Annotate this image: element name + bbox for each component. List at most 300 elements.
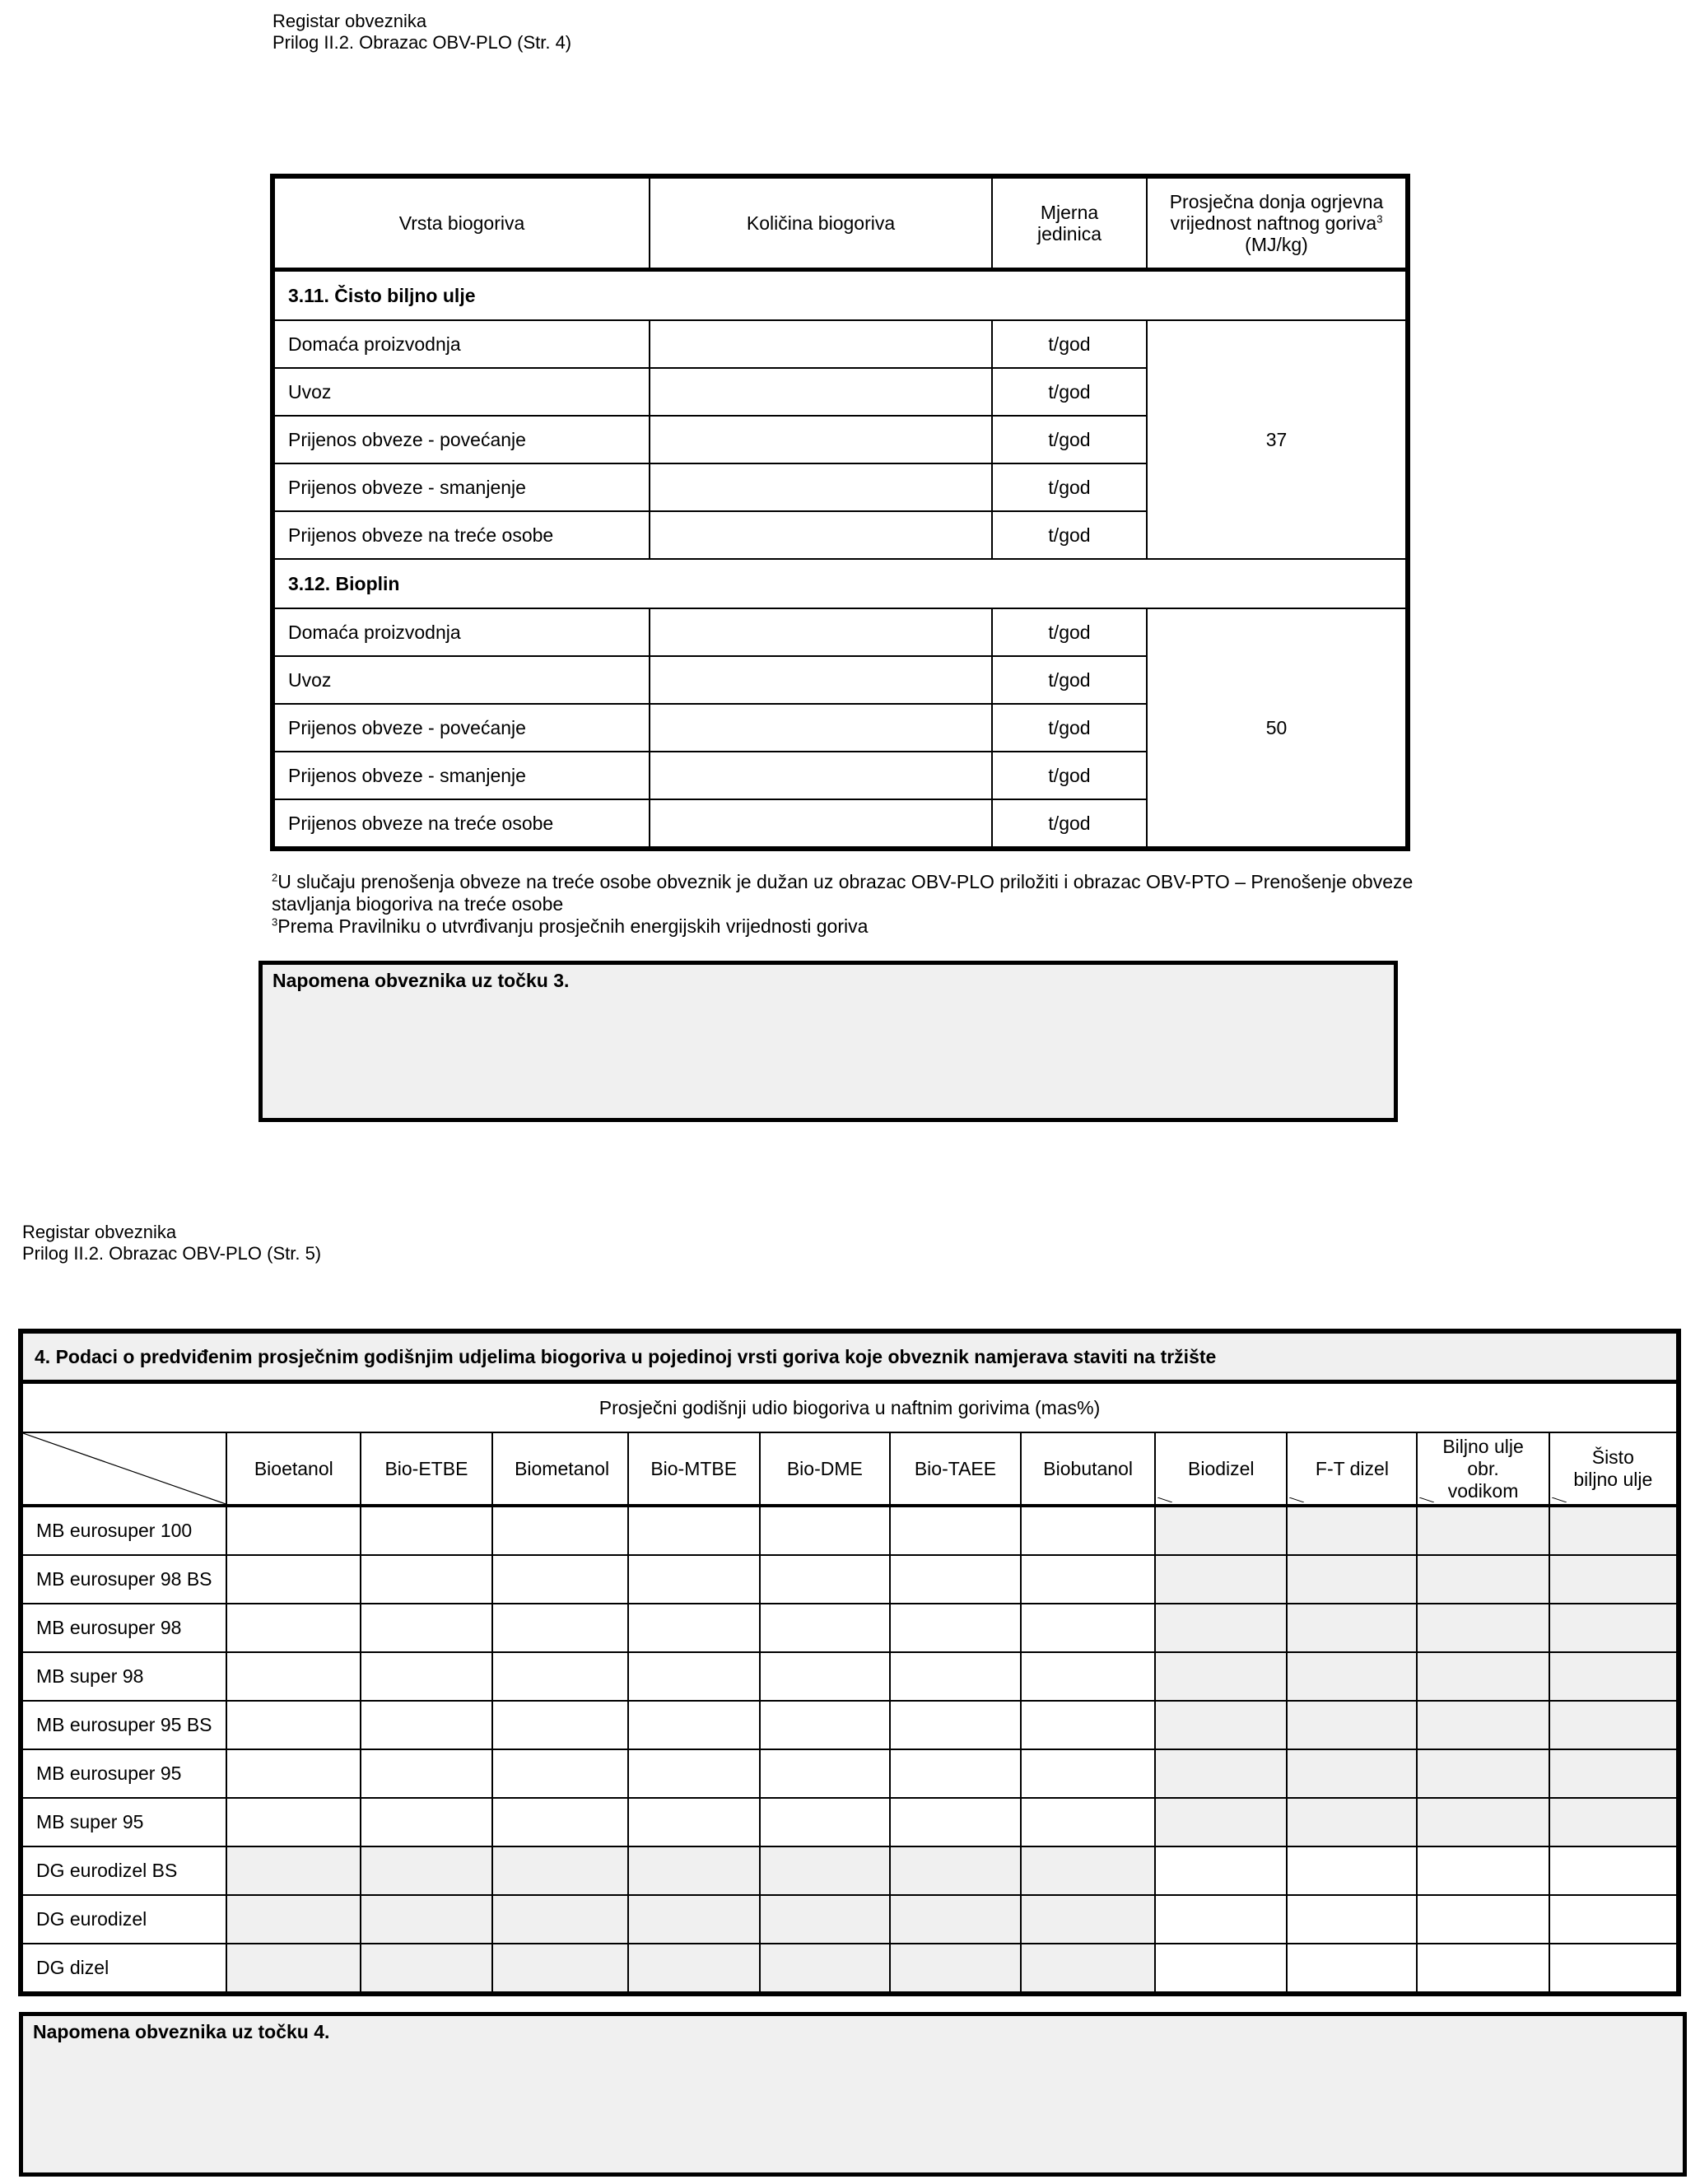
share-input-cell[interactable]: [361, 1798, 491, 1846]
col-header: [760, 1432, 890, 1506]
share-input-cell[interactable]: [492, 1701, 628, 1749]
footnotes: [272, 871, 1474, 938]
share-input[interactable]: [361, 1506, 494, 1555]
share-input[interactable]: [1022, 1749, 1157, 1798]
share-input-cell[interactable]: [760, 1749, 890, 1798]
footnote-3: [272, 915, 1474, 938]
disabled-cell: [1549, 1749, 1679, 1798]
share-input-cell[interactable]: [1549, 1944, 1679, 1994]
share-input[interactable]: [1550, 1846, 1679, 1895]
quantity-input[interactable]: [650, 752, 994, 799]
col-header: [226, 1432, 361, 1506]
share-input-cell[interactable]: [226, 1798, 361, 1846]
disabled-cell: [628, 1895, 760, 1944]
unit-cell: t/god: [992, 656, 1147, 704]
share-input-cell[interactable]: [760, 1798, 890, 1846]
share-input[interactable]: [629, 1555, 762, 1604]
disabled-cell: [1155, 1798, 1287, 1846]
share-input[interactable]: [227, 1555, 363, 1604]
share-input[interactable]: [629, 1798, 762, 1846]
share-input-cell[interactable]: [226, 1604, 361, 1652]
share-input-cell[interactable]: [760, 1652, 890, 1701]
share-input-cell[interactable]: [1549, 1895, 1679, 1944]
diagonal-corner-cell: [21, 1432, 226, 1506]
col-header-label: Šisto biljno ulje: [1573, 1446, 1653, 1490]
unit-cell: t/god: [992, 511, 1147, 559]
heating-value: 50: [1147, 608, 1408, 849]
share-input-cell[interactable]: [1287, 1846, 1417, 1895]
share-input-cell[interactable]: [492, 1604, 628, 1652]
unit-cell: t/god: [992, 799, 1147, 849]
diagonal-line: [23, 1433, 226, 1504]
unit-cell: t/god: [992, 416, 1147, 463]
share-input-cell[interactable]: [361, 1652, 491, 1701]
disabled-cell: [361, 1944, 491, 1994]
share-input[interactable]: [891, 1701, 1023, 1749]
table-row: [21, 1701, 1679, 1749]
disabled-cell: [1549, 1506, 1679, 1555]
share-input-cell[interactable]: [1287, 1944, 1417, 1994]
share-input-cell[interactable]: [1021, 1749, 1155, 1798]
share-input[interactable]: [1418, 1895, 1551, 1944]
share-input-cell[interactable]: [361, 1604, 491, 1652]
disabled-cell: [1155, 1652, 1287, 1701]
share-input-cell[interactable]: [1549, 1846, 1679, 1895]
share-input[interactable]: [629, 1506, 762, 1555]
disabled-cell: [1021, 1895, 1155, 1944]
register-label: Registar obveznika: [272, 11, 427, 31]
fuel-label: MB eurosuper 100: [21, 1506, 226, 1555]
share-input-cell[interactable]: [226, 1506, 361, 1555]
disabled-cell: [492, 1846, 628, 1895]
table-row: [21, 1944, 1679, 1994]
share-input[interactable]: [493, 1555, 631, 1604]
unit-cell: t/god: [992, 463, 1147, 511]
share-input[interactable]: [1288, 1846, 1419, 1895]
col-header-label: Biobutanol: [1043, 1457, 1133, 1479]
share-input-cell[interactable]: [760, 1604, 890, 1652]
note-3-title: Napomena obveznika uz točku 3.: [272, 970, 570, 991]
share-input-cell[interactable]: [1417, 1846, 1549, 1895]
share-input-cell[interactable]: [1155, 1944, 1287, 1994]
disabled-cell: [226, 1895, 361, 1944]
share-input-cell[interactable]: [890, 1701, 1021, 1749]
disabled-cell: [1417, 1652, 1549, 1701]
disabled-cell: [1417, 1749, 1549, 1798]
col-header-unit: [992, 176, 1147, 270]
share-input-cell[interactable]: [361, 1749, 491, 1798]
share-input-cell[interactable]: [760, 1506, 890, 1555]
share-input[interactable]: [761, 1652, 892, 1701]
share-input-cell[interactable]: [890, 1555, 1021, 1604]
share-input-cell[interactable]: [1155, 1846, 1287, 1895]
share-input[interactable]: [361, 1701, 494, 1749]
disabled-cell: [1549, 1604, 1679, 1652]
column-header-row: [21, 1432, 1679, 1506]
quantity-input[interactable]: [650, 463, 994, 511]
share-input-cell[interactable]: [1417, 1944, 1549, 1994]
disabled-cell: [1287, 1604, 1417, 1652]
share-input[interactable]: [891, 1652, 1023, 1701]
fuel-label: DG eurodizel: [21, 1895, 226, 1944]
share-input[interactable]: [629, 1652, 762, 1701]
disabled-cell: [760, 1944, 890, 1994]
disabled-cell: [760, 1846, 890, 1895]
col-header-label: Bio-DME: [786, 1457, 863, 1479]
share-input-cell[interactable]: [760, 1555, 890, 1604]
col-header: [890, 1432, 1021, 1506]
page4-header: [272, 11, 571, 54]
quantity-input[interactable]: [650, 416, 994, 463]
corner-tick-icon: [1552, 1497, 1567, 1502]
note-section-3: [258, 961, 1398, 1122]
col-header: [1021, 1432, 1155, 1506]
fuel-label: MB eurosuper 98 BS: [21, 1555, 226, 1604]
share-input-cell[interactable]: [361, 1506, 491, 1555]
corner-tick-icon: [1419, 1497, 1434, 1502]
quantity-input[interactable]: [650, 608, 994, 656]
col-header-label: Biodizel: [1188, 1457, 1255, 1479]
note-4-title: Napomena obveznika uz točku 4.: [33, 2021, 330, 2042]
unit-cell: t/god: [992, 752, 1147, 799]
share-input-cell[interactable]: [1021, 1701, 1155, 1749]
disabled-cell: [1155, 1555, 1287, 1604]
share-input[interactable]: [493, 1604, 631, 1652]
disabled-cell: [1549, 1798, 1679, 1846]
subtitle-row: [21, 1382, 1679, 1433]
value-header-line2: [1148, 212, 1405, 234]
share-input-cell[interactable]: [226, 1701, 361, 1749]
disabled-cell: [1549, 1652, 1679, 1701]
disabled-cell: [1287, 1701, 1417, 1749]
share-input-cell[interactable]: [1021, 1604, 1155, 1652]
share-input[interactable]: [361, 1798, 494, 1846]
col-header-label: Biometanol: [515, 1457, 610, 1479]
footnote-2-text: U slučaju prenošenja obveze na treće osobe obveznik je dužan uz obrazac OBV-PLO priložiti i obrazac OBV-PTO – Prenošenje obveze stavljanja biogoriva na treće osobe: [272, 871, 1414, 915]
disabled-cell: [1155, 1506, 1287, 1555]
share-input[interactable]: [891, 1798, 1023, 1846]
fuel-label: DG eurodizel BS: [21, 1846, 226, 1895]
disabled-cell: [628, 1846, 760, 1895]
quantity-input[interactable]: [650, 511, 994, 559]
share-input[interactable]: [1022, 1652, 1157, 1701]
disabled-cell: [226, 1944, 361, 1994]
unit-cell: t/god: [992, 608, 1147, 656]
col-header: [1287, 1432, 1417, 1506]
table-row: [272, 608, 1408, 656]
share-input[interactable]: [493, 1652, 631, 1701]
disabled-cell: [492, 1944, 628, 1994]
disabled-cell: [1417, 1555, 1549, 1604]
quantity-cell[interactable]: [650, 368, 992, 416]
share-input[interactable]: [493, 1506, 631, 1555]
value-header-line1: Prosječna donja ogrjevna: [1169, 191, 1384, 212]
value-header-text: vrijednost naftnog goriva: [1170, 212, 1377, 234]
disabled-cell: [1549, 1701, 1679, 1749]
share-input[interactable]: [629, 1749, 762, 1798]
table-header-row: [272, 176, 1408, 270]
share-input-cell[interactable]: [628, 1652, 760, 1701]
disabled-cell: [1287, 1798, 1417, 1846]
share-input-cell[interactable]: [361, 1701, 491, 1749]
share-input[interactable]: [1022, 1701, 1157, 1749]
table-row: [21, 1749, 1679, 1798]
share-input-cell[interactable]: [628, 1798, 760, 1846]
quantity-cell[interactable]: [650, 320, 992, 368]
quantity-cell[interactable]: [650, 656, 992, 704]
disabled-cell: [760, 1895, 890, 1944]
share-input-cell[interactable]: [628, 1555, 760, 1604]
disabled-cell: [361, 1895, 491, 1944]
corner-tick-icon: [1289, 1497, 1304, 1502]
share-input-cell[interactable]: [628, 1749, 760, 1798]
table-row: [21, 1506, 1679, 1555]
col-header-label: Bio-TAEE: [914, 1457, 997, 1479]
form-page-label: Prilog II.2. Obrazac OBV-PLO (Str. 5): [22, 1243, 322, 1264]
share-input-cell[interactable]: [890, 1604, 1021, 1652]
disabled-cell: [1417, 1701, 1549, 1749]
share-input[interactable]: [891, 1555, 1023, 1604]
quantity-input[interactable]: [650, 320, 994, 368]
row-label: Prijenos obveze - povećanje: [272, 416, 650, 463]
unit-header-line1: Mjerna: [1040, 202, 1099, 223]
page5-header: [22, 1222, 321, 1264]
disabled-cell: [1417, 1506, 1549, 1555]
col-header-heating-value: [1147, 176, 1408, 270]
footnote-ref-3: 3: [1376, 212, 1383, 226]
note-3-input[interactable]: [263, 998, 1397, 1118]
share-input-cell[interactable]: [226, 1652, 361, 1701]
note-4-input[interactable]: [23, 2049, 1686, 2172]
disabled-cell: [492, 1895, 628, 1944]
col-header-quantity: Količina biogoriva: [650, 176, 992, 270]
col-header: [1417, 1432, 1549, 1506]
table-row: [21, 1652, 1679, 1701]
row-label: Uvoz: [272, 656, 650, 704]
section-title: 3.12. Bioplin: [272, 559, 1408, 608]
quantity-cell[interactable]: [650, 704, 992, 752]
fuel-label: MB eurosuper 95 BS: [21, 1701, 226, 1749]
heating-value: 37: [1147, 320, 1408, 559]
share-input[interactable]: [1022, 1604, 1157, 1652]
share-input-cell[interactable]: [1287, 1895, 1417, 1944]
share-input-cell[interactable]: [492, 1506, 628, 1555]
quantity-cell[interactable]: [650, 416, 992, 463]
disabled-cell: [1021, 1944, 1155, 1994]
col-header: [1155, 1432, 1287, 1506]
share-input[interactable]: [1550, 1895, 1679, 1944]
footnote-2: [272, 871, 1474, 915]
biofuel-share-table: [18, 1329, 1681, 1996]
share-input[interactable]: [891, 1749, 1023, 1798]
fuel-label: MB super 95: [21, 1798, 226, 1846]
col-header-type: Vrsta biogoriva: [272, 176, 650, 270]
share-input-cell[interactable]: [492, 1749, 628, 1798]
share-input[interactable]: [761, 1604, 892, 1652]
disabled-cell: [628, 1944, 760, 1994]
share-input[interactable]: [493, 1701, 631, 1749]
row-label: Domaća proizvodnja: [272, 608, 650, 656]
disabled-cell: [361, 1846, 491, 1895]
share-input-cell[interactable]: [1021, 1506, 1155, 1555]
col-header: [492, 1432, 628, 1506]
share-input[interactable]: [1022, 1555, 1157, 1604]
table-row: [21, 1798, 1679, 1846]
corner-tick-icon: [1157, 1497, 1172, 1502]
share-input[interactable]: [1156, 1944, 1289, 1992]
share-input[interactable]: [891, 1604, 1023, 1652]
disabled-cell: [1417, 1798, 1549, 1846]
quantity-cell[interactable]: [650, 511, 992, 559]
footnote-3-text: Prema Pravilniku o utvrđivanju prosječnih energijskih vrijednosti goriva: [277, 915, 869, 937]
table-row: [21, 1846, 1679, 1895]
quantity-cell[interactable]: [650, 463, 992, 511]
share-input[interactable]: [1550, 1944, 1679, 1992]
share-input[interactable]: [227, 1749, 363, 1798]
share-input-cell[interactable]: [1021, 1652, 1155, 1701]
table-row: [21, 1895, 1679, 1944]
share-input[interactable]: [761, 1798, 892, 1846]
unit-cell: t/god: [992, 368, 1147, 416]
share-input[interactable]: [1022, 1798, 1157, 1846]
col-header: [628, 1432, 760, 1506]
col-header-label: Bio-ETBE: [384, 1457, 468, 1479]
table-row: [272, 320, 1408, 368]
share-input[interactable]: [1022, 1506, 1157, 1555]
share-input[interactable]: [1156, 1895, 1289, 1944]
col-header-label: Biljno ulje obr. vodikom: [1442, 1435, 1524, 1502]
share-input[interactable]: [493, 1798, 631, 1846]
share-input-cell[interactable]: [890, 1506, 1021, 1555]
share-input[interactable]: [227, 1701, 363, 1749]
unit-cell: t/god: [992, 704, 1147, 752]
row-label: Prijenos obveze - smanjenje: [272, 752, 650, 799]
share-input-cell[interactable]: [492, 1652, 628, 1701]
quantity-input[interactable]: [650, 656, 994, 704]
disabled-cell: [1287, 1749, 1417, 1798]
share-input-cell[interactable]: [226, 1555, 361, 1604]
fuel-label: MB eurosuper 98: [21, 1604, 226, 1652]
share-input[interactable]: [227, 1798, 363, 1846]
fuel-label: MB super 98: [21, 1652, 226, 1701]
share-input-cell[interactable]: [890, 1652, 1021, 1701]
share-input[interactable]: [1418, 1846, 1551, 1895]
share-input-cell[interactable]: [1021, 1555, 1155, 1604]
disabled-cell: [226, 1846, 361, 1895]
quantity-cell[interactable]: [650, 799, 992, 849]
quantity-cell[interactable]: [650, 608, 992, 656]
section-row: [272, 559, 1408, 608]
fuel-label: MB eurosuper 95: [21, 1749, 226, 1798]
share-input[interactable]: [629, 1604, 762, 1652]
row-label: Prijenos obveze - povećanje: [272, 704, 650, 752]
share-input-cell[interactable]: [1155, 1895, 1287, 1944]
disabled-cell: [1549, 1555, 1679, 1604]
disabled-cell: [890, 1846, 1021, 1895]
fuel-label: DG dizel: [21, 1944, 226, 1994]
share-input[interactable]: [761, 1506, 892, 1555]
share-input[interactable]: [1288, 1944, 1419, 1992]
share-input[interactable]: [493, 1749, 631, 1798]
table-subtitle: Prosječni godišnji udio biogoriva u naftnim gorivima (mas%): [21, 1382, 1679, 1433]
share-input-cell[interactable]: [628, 1506, 760, 1555]
share-input-cell[interactable]: [1021, 1798, 1155, 1846]
share-input[interactable]: [361, 1749, 494, 1798]
share-input[interactable]: [1418, 1944, 1551, 1992]
value-header-line3: (MJ/kg): [1245, 234, 1308, 255]
share-input[interactable]: [361, 1652, 494, 1701]
share-input[interactable]: [227, 1604, 363, 1652]
share-input[interactable]: [761, 1555, 892, 1604]
share-input[interactable]: [1156, 1846, 1289, 1895]
disabled-cell: [1021, 1846, 1155, 1895]
share-input[interactable]: [1288, 1895, 1419, 1944]
disabled-cell: [1287, 1506, 1417, 1555]
share-input-cell[interactable]: [226, 1749, 361, 1798]
col-header-label: Bio-MTBE: [650, 1457, 738, 1479]
form-page-label: Prilog II.2. Obrazac OBV-PLO (Str. 4): [272, 32, 572, 53]
row-label: Prijenos obveze na treće osobe: [272, 511, 650, 559]
unit-header-line2: jedinica: [1037, 223, 1102, 244]
quantity-input[interactable]: [650, 704, 994, 752]
table-row: [21, 1604, 1679, 1652]
footnote-2-num: 2: [272, 871, 278, 884]
share-input[interactable]: [629, 1701, 762, 1749]
disabled-cell: [1287, 1652, 1417, 1701]
col-header: [361, 1432, 491, 1506]
share-input[interactable]: [227, 1506, 363, 1555]
share-input-cell[interactable]: [890, 1749, 1021, 1798]
table-row: [21, 1555, 1679, 1604]
share-input[interactable]: [761, 1701, 892, 1749]
share-input-cell[interactable]: [492, 1798, 628, 1846]
disabled-cell: [1417, 1604, 1549, 1652]
quantity-input[interactable]: [650, 368, 994, 416]
row-label: Prijenos obveze - smanjenje: [272, 463, 650, 511]
disabled-cell: [1155, 1604, 1287, 1652]
share-input[interactable]: [227, 1652, 363, 1701]
share-input-cell[interactable]: [1417, 1895, 1549, 1944]
disabled-cell: [1155, 1749, 1287, 1798]
disabled-cell: [890, 1895, 1021, 1944]
share-input-cell[interactable]: [760, 1701, 890, 1749]
share-input-cell[interactable]: [628, 1604, 760, 1652]
section-title: 3.11. Čisto biljno ulje: [272, 270, 1408, 321]
row-label: Domaća proizvodnja: [272, 320, 650, 368]
disabled-cell: [890, 1944, 1021, 1994]
share-input[interactable]: [761, 1749, 892, 1798]
section-title-row: [21, 1331, 1679, 1382]
quantity-input[interactable]: [650, 799, 994, 847]
biofuel-quantity-table: [270, 174, 1410, 851]
share-input[interactable]: [891, 1506, 1023, 1555]
share-input-cell[interactable]: [890, 1798, 1021, 1846]
section-4-title: 4. Podaci o predviđenim prosječnim godišnjim udjelima biogoriva u pojedinoj vrsti goriva koje obveznik namjerava staviti na tržište: [21, 1331, 1679, 1382]
footnote-3-num: 3: [272, 915, 278, 929]
section-row: [272, 270, 1408, 321]
share-input[interactable]: [361, 1555, 494, 1604]
share-input-cell[interactable]: [492, 1555, 628, 1604]
share-input-cell[interactable]: [628, 1701, 760, 1749]
quantity-cell[interactable]: [650, 752, 992, 799]
unit-cell: t/god: [992, 320, 1147, 368]
disabled-cell: [1287, 1555, 1417, 1604]
col-header-label: Bioetanol: [254, 1457, 333, 1479]
col-header-label: F-T dizel: [1315, 1457, 1389, 1479]
disabled-cell: [1155, 1701, 1287, 1749]
share-input-cell[interactable]: [361, 1555, 491, 1604]
share-input[interactable]: [361, 1604, 494, 1652]
